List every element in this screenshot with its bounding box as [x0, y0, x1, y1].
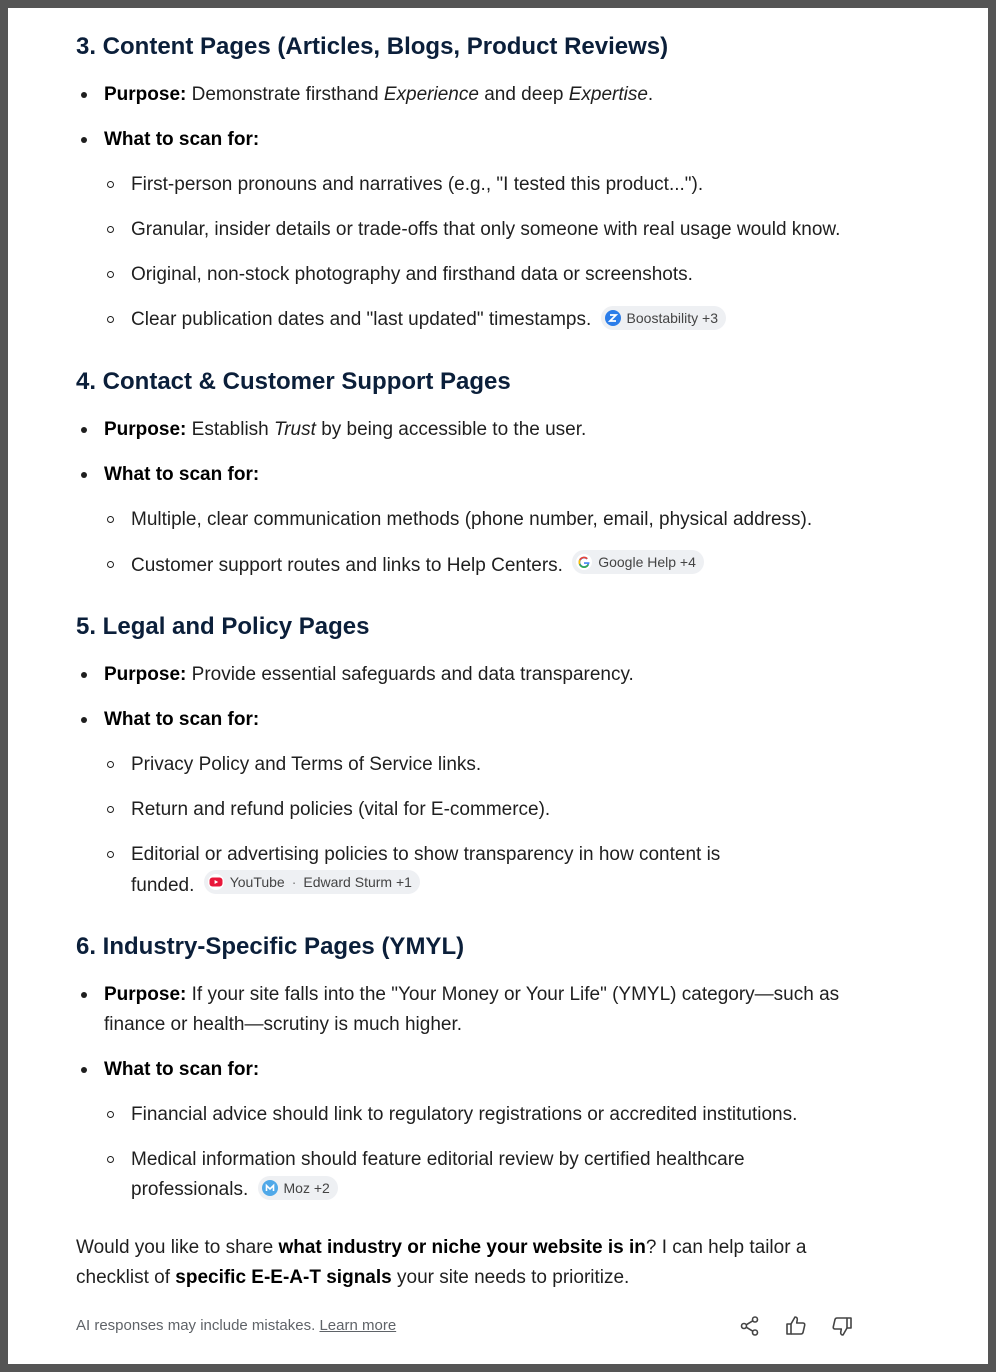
list-item [104, 1055, 894, 1085]
list-item [104, 705, 894, 735]
bullet-ring [107, 516, 114, 523]
source-chip-youtube[interactable]: YouTube · Edward Sturm +1 [204, 870, 420, 894]
list-item: Purpose: Demonstrate firsthand Experience and deep Expertise. [104, 80, 894, 110]
purpose-label: Purpose: [104, 664, 187, 685]
section-heading-legal-pages: 5. Legal and Policy Pages [76, 613, 370, 640]
list-item: Purpose: If your site falls into the "Your Money or Your Life" (YMYL) category—such as finance or health—scrutiny is much higher. [104, 980, 894, 1040]
thumbs-up-icon [784, 1314, 808, 1338]
ai-disclaimer: AI responses may include mistakes. Learn more [76, 1317, 397, 1334]
section-heading-ymyl-pages: 6. Industry-Specific Pages (YMYL) [76, 933, 465, 960]
bullet-ring [107, 271, 114, 278]
response-panel [8, 8, 988, 1364]
boostability-logo-icon [605, 310, 621, 326]
source-chip-google-help[interactable]: Google Help +4 [572, 550, 704, 574]
sub-list-item: Multiple, clear communication methods (phone number, email, physical address). [131, 505, 901, 535]
bullet-dot [81, 1067, 87, 1073]
feedback-actions [738, 1314, 854, 1338]
source-chip-boostability[interactable]: Boostability +3 [601, 306, 726, 330]
bullet-dot [81, 992, 87, 998]
thumbs-down-icon [830, 1314, 854, 1338]
scan-label: What to scan for: [104, 464, 260, 485]
bullet-ring [107, 226, 114, 233]
list-item [104, 460, 894, 490]
section-heading-contact-pages: 4. Contact & Customer Support Pages [76, 368, 511, 395]
sub-list-item: Editorial or advertising policies to show transparency in how content is funded. YouTube · Edward Sturm +1 [131, 840, 901, 901]
purpose-label: Purpose: [104, 984, 187, 1005]
scan-label: What to scan for: [104, 129, 260, 150]
sub-list-item: Privacy Policy and Terms of Service links. [131, 750, 901, 780]
purpose-label: Purpose: [104, 84, 187, 105]
bullet-dot [81, 717, 87, 723]
bullet-ring [107, 316, 114, 323]
share-icon [739, 1315, 761, 1337]
sub-list-item: Clear publication dates and "last updated" timestamps. Boostability +3 [131, 305, 901, 335]
bullet-ring [107, 851, 114, 858]
share-button[interactable] [738, 1314, 762, 1338]
learn-more-link[interactable]: Learn more [319, 1317, 397, 1334]
sub-list-item: First-person pronouns and narratives (e.g., "I tested this product..."). [131, 170, 901, 200]
bullet-dot [81, 427, 87, 433]
sub-list-item: Financial advice should link to regulatory registrations or accredited institutions. [131, 1100, 901, 1130]
sub-list-item: Granular, insider details or trade-offs that only someone with real usage would know. [131, 215, 901, 245]
bullet-ring [107, 181, 114, 188]
sub-list-item: Original, non-stock photography and firsthand data or screenshots. [131, 260, 901, 290]
bullet-dot [81, 672, 87, 678]
bullet-ring [107, 561, 114, 568]
purpose-label: Purpose: [104, 419, 187, 440]
list-item: Purpose: Establish Trust by being accessible to the user. [104, 415, 894, 445]
google-logo-icon [576, 554, 592, 570]
thumbs-down-button[interactable] [830, 1314, 854, 1338]
bullet-ring [107, 761, 114, 768]
thumbs-up-button[interactable] [784, 1314, 808, 1338]
bullet-dot [81, 137, 87, 143]
scan-label: What to scan for: [104, 709, 260, 730]
source-chip-moz[interactable]: Moz +2 [258, 1176, 338, 1200]
bullet-dot [81, 92, 87, 98]
sub-list-item: Return and refund policies (vital for E-commerce). [131, 795, 901, 825]
follow-up-question: Would you like to share what industry or niche your website is in? I can help tailor a checklist of specific E-E-A-T signals your site needs to prioritize. [76, 1237, 807, 1288]
sub-list-item: Customer support routes and links to Help Centers. Google Help +4 [131, 550, 901, 581]
bullet-ring [107, 806, 114, 813]
scan-label: What to scan for: [104, 1059, 260, 1080]
bullet-ring [107, 1111, 114, 1118]
youtube-logo-icon [208, 874, 224, 890]
bullet-dot [81, 472, 87, 478]
moz-logo-icon [262, 1180, 278, 1196]
list-item [104, 125, 894, 155]
section-heading-content-pages: 3. Content Pages (Articles, Blogs, Product Reviews) [76, 33, 669, 60]
bullet-ring [107, 1156, 114, 1163]
list-item: Purpose: Provide essential safeguards and data transparency. [104, 660, 894, 690]
sub-list-item: Medical information should feature editorial review by certified healthcare professionals. Moz +2 [131, 1145, 901, 1205]
